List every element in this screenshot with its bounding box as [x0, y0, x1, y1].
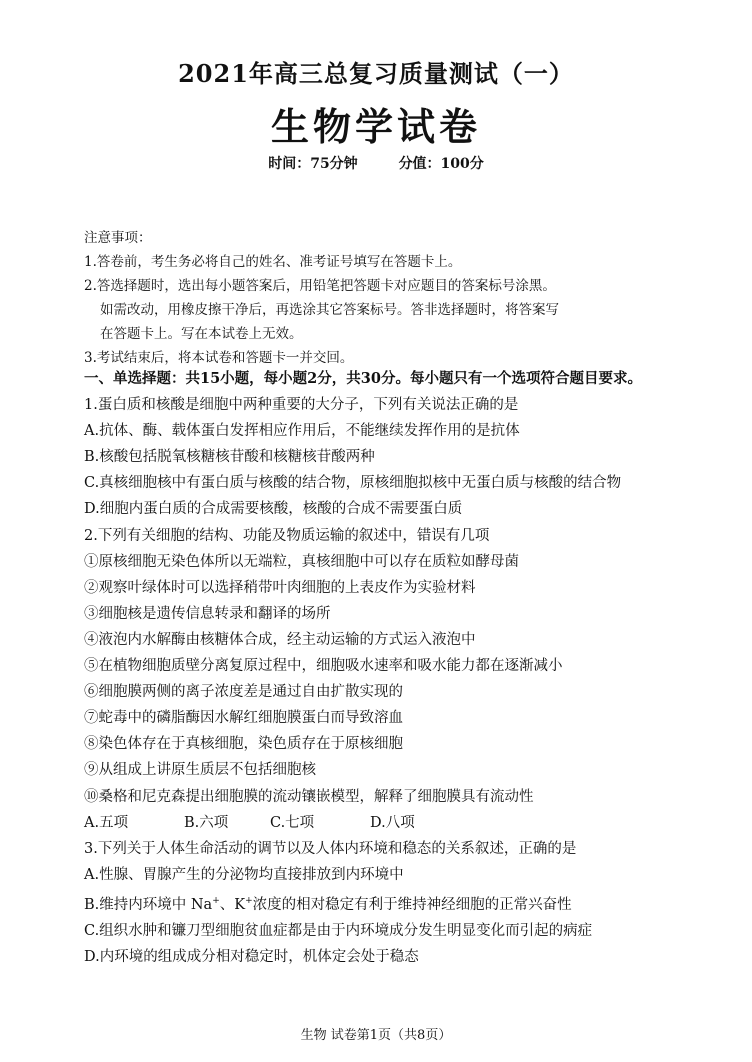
options-row: [84, 810, 724, 836]
subject-title: 生物学试卷: [270, 104, 481, 149]
statement-item: ⑩桑格和尼克森提出细胞膜的流动镶嵌模型，解释了细胞膜具有流动性: [84, 788, 534, 805]
question-stem: 3.下列关于人体生命活动的调节以及人体内环境和稳态的关系叙述，正确的是: [84, 840, 577, 857]
section-heading: 一、单选择题：共15小题，每小题2分，共30分。每小题只有一个选项符合题目要求。: [84, 370, 642, 387]
exam-meta: [0, 153, 752, 173]
question-option: D.八项: [370, 814, 415, 831]
statement-item: ⑨从组成上讲原生质层不包括细胞核: [84, 762, 316, 779]
notes-item: 在答题卡上。写在本试卷上无效。: [100, 326, 303, 342]
question-stem: 2.下列有关细胞的结构、功能及物质运输的叙述中，错误有几项: [84, 527, 490, 544]
statement-item: ⑥细胞膜两侧的离子浓度差是通过自由扩散实现的: [84, 684, 403, 701]
statement-item: ①原核细胞无染色体所以无端粒，真核细胞中可以存在质粒如酵母菌: [84, 553, 519, 570]
superscript: +: [245, 895, 253, 906]
option-text: 、K: [219, 896, 246, 913]
option-text: 浓度的相对稳定有利于维持神经细胞的正常兴奋性: [252, 896, 572, 913]
statement-item: ⑧染色体存在于真核细胞，染色质存在于原核细胞: [84, 736, 403, 753]
question-option: C.七项: [270, 814, 315, 831]
questions-body: [84, 366, 724, 970]
statement-item: ④液泡内水解酶由核糖体合成，经主动运输的方式运入液泡中: [84, 631, 476, 648]
question-option: A.性腺、胃腺产生的分泌物均直接排放到内环境中: [84, 866, 404, 883]
question-option: C.真核细胞核中有蛋白质与核酸的结合物，原核细胞拟核中无蛋白质与核酸的结合物: [84, 475, 622, 492]
statement-item: ⑦蛇毒中的磷脂酶因水解红细胞膜蛋白而导致溶血: [84, 710, 403, 727]
exam-score: 分值：100分: [398, 156, 484, 172]
statement-item: ⑤在植物细胞质壁分离复原过程中，细胞吸水速率和吸水能力都在逐渐减小: [84, 658, 563, 675]
statement-item: ③细胞核是遗传信息转录和翻译的场所: [84, 605, 331, 622]
option-text: B.维持内环境中 Na: [84, 896, 213, 913]
question-option: A.抗体、酶、载体蛋白发挥相应作用后，不能继续发挥作用的是抗体: [84, 423, 520, 440]
notes-heading: 注意事项：: [84, 230, 152, 246]
question-option: D.细胞内蛋白质的合成需要核酸，核酸的合成不需要蛋白质: [84, 501, 463, 518]
question-option: [84, 888, 724, 918]
question-stem: 1.蛋白质和核酸是细胞中两种重要的大分子，下列有关说法正确的是: [84, 397, 519, 414]
question-option: B.核酸包括脱氧核糖核苷酸和核糖核苷酸两种: [84, 449, 375, 466]
notes-item: 3.考试结束后，将本试卷和答题卡一并交回。: [84, 350, 354, 366]
notes-item: 1.答卷前，考生务必将自己的姓名、准考证号填写在答题卡上。: [84, 254, 462, 270]
statement-item: ②观察叶绿体时可以选择稍带叶肉细胞的上表皮作为实验材料: [84, 579, 476, 596]
notes-item: 如需改动，用橡皮擦干净后，再选涂其它答案标号。答非选择题时，将答案写: [100, 302, 559, 318]
question-option: C.组织水肿和镰刀型细胞贫血症都是由于内环境成分发生明显变化而引起的病症: [84, 922, 593, 939]
exam-title: 2021年高三总复习质量测试（一）: [178, 59, 574, 88]
notes-section: [84, 226, 559, 370]
page-footer: 生物 试卷第1页（共8页）: [300, 1028, 452, 1043]
exam-time: 时间：75分钟: [268, 156, 358, 172]
superscript: +: [212, 895, 220, 906]
notes-item: 2.答选择题时，选出每小题答案后，用铅笔把答题卡对应题目的答案标号涂黑。: [84, 278, 556, 294]
question-option: D.内环境的组成成分相对稳定时，机体定会处于稳态: [84, 948, 419, 965]
question-option: A.五项: [84, 814, 129, 831]
question-option: B.六项: [184, 814, 229, 831]
